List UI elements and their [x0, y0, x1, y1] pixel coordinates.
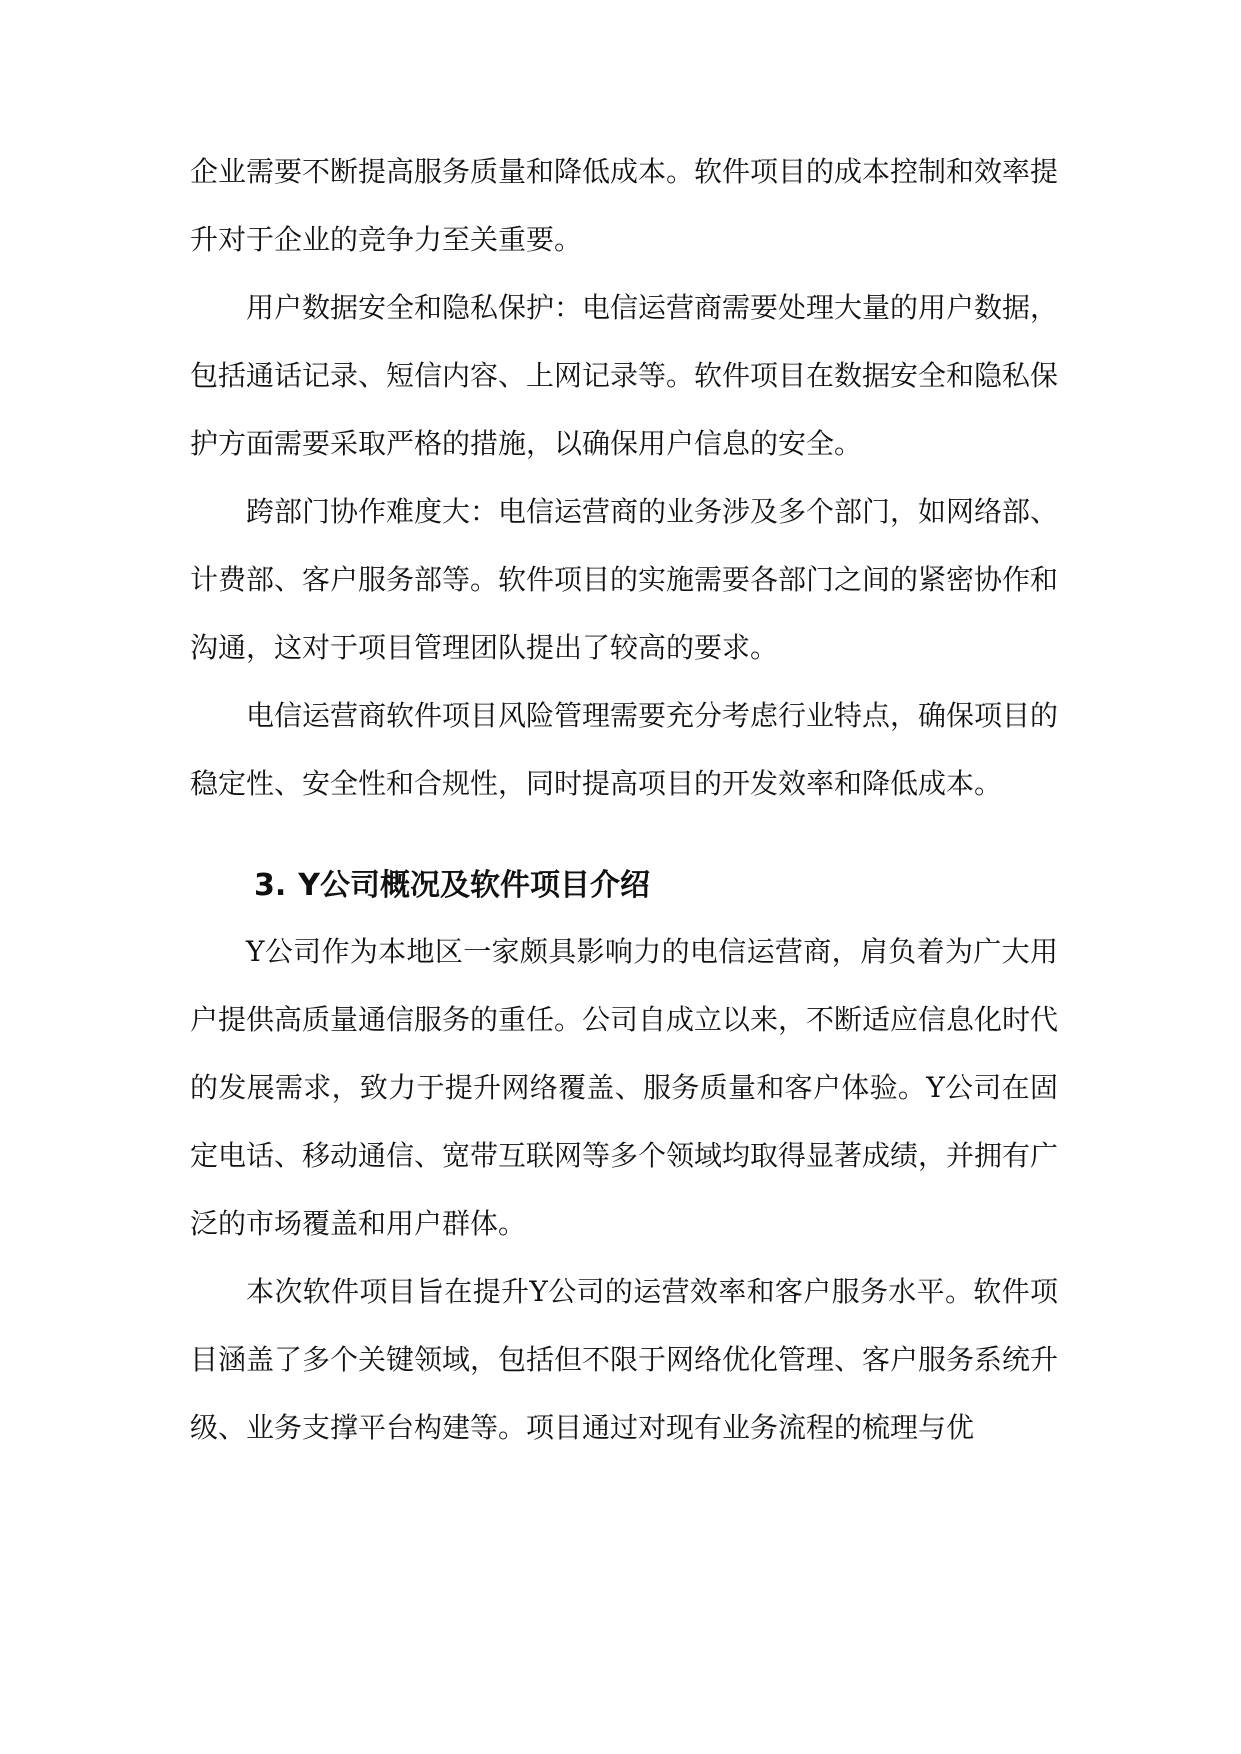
paragraph-company-overview: Y公司作为本地区一家颇具影响力的电信运营商，肩负着为广大用户提供高质量通信服务的重任。公司自成立以来，不断适应信息化时代的发展需求，致力于提升网络覆盖、服务质量和客户体验。Y公司在固定电话、移动通信、宽带互联网等多个领域均取得显著成绩，并拥有广泛的市场覆盖和用户群体。 [190, 935, 1059, 1240]
paragraph-risk-summary: 电信运营商软件项目风险管理需要充分考虑行业特点，确保项目的稳定性、安全性和合规性，同时提高项目的开发效率和降低成本。 [190, 699, 1059, 800]
paragraph-project-intro: 本次软件项目旨在提升Y公司的运营效率和客户服务水平。软件项目涵盖了多个关键领域，包括但不限于网络优化管理、客户服务系统升级、业务支撑平台构建等。项目通过对现有业务流程的梳理与优 [190, 1275, 1059, 1444]
section-number: 3. [254, 868, 287, 903]
section-heading [190, 854, 1058, 918]
paragraph-data-security: 用户数据安全和隐私保护：电信运营商需要处理大量的用户数据，包括通话记录、短信内容、上网记录等。软件项目在数据安全和隐私保护方面需要采取严格的措施，以确保用户信息的安全。 [190, 291, 1059, 460]
document-page [190, 138, 1058, 1462]
paragraph-cost-control: 企业需要不断提高服务质量和降低成本。软件项目的成本控制和效率提升对于企业的竞争力至关重要。 [190, 155, 1059, 256]
paragraph-cross-department: 跨部门协作难度大：电信运营商的业务涉及多个部门，如网络部、计费部、客户服务部等。软件项目的实施需要各部门之间的紧密协作和沟通，这对于项目管理团队提出了较高的要求。 [190, 495, 1059, 664]
section-title: Y公司概况及软件项目介绍 [298, 868, 651, 903]
